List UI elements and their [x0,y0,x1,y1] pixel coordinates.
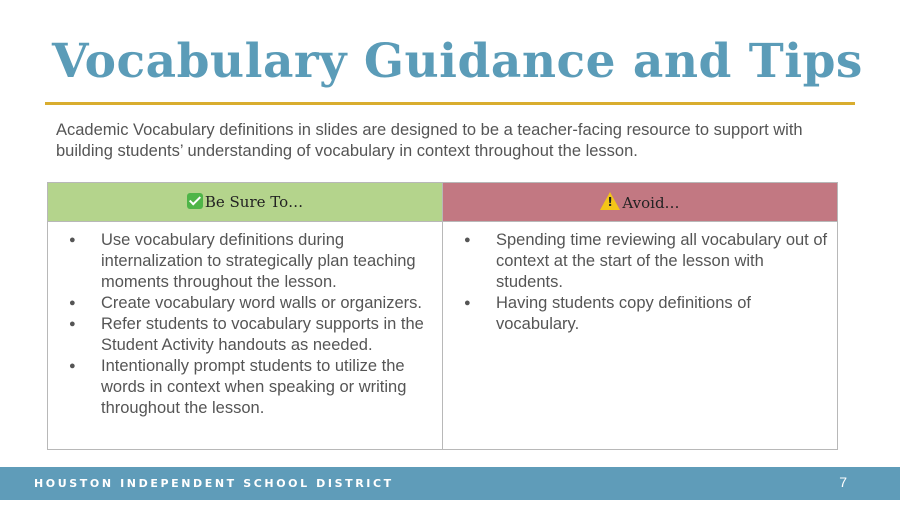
list-item: ● Use vocabulary definitions during internalization to strategically plan teaching moments throughout the lesson. [60,230,436,293]
guidance-table [47,182,838,450]
list-item: ● Create vocabulary word walls or organizers. [60,293,436,314]
avoid-list [455,230,831,335]
be-sure-to-cell [48,222,443,450]
list-item: ● Having students copy definitions of vocabulary. [455,293,831,335]
check-mark-icon [187,193,203,209]
district-name: HOUSTON INDEPENDENT SCHOOL DISTRICT [34,477,394,490]
list-item: ● Intentionally prompt students to utilize the words in context when speaking or writing throughout the lesson. [60,356,436,419]
be-sure-to-header [48,183,443,222]
list-item: ● Refer students to vocabulary supports in the Student Activity handouts as needed. [60,314,436,356]
warning-icon [600,192,620,210]
avoid-label: Avoid… [622,194,680,212]
slide-title: Vocabulary Guidance and Tips [52,34,863,89]
avoid-cell [443,222,838,450]
title-divider [45,102,855,105]
avoid-header [443,183,838,222]
list-item: ● Spending time reviewing all vocabulary out of context at the start of the lesson with students. [455,230,831,293]
table-body-row [48,222,838,450]
table-header-row [48,183,838,222]
page-number: 7 [839,474,847,490]
footer-band [0,467,900,500]
intro-text: Academic Vocabulary definitions in slides are designed to be a teacher-facing resource to support with building students’ understanding of vocabulary in context throughout the lesson. [56,121,803,160]
be-sure-to-label: Be Sure To… [204,193,304,211]
be-sure-to-list [60,230,436,419]
